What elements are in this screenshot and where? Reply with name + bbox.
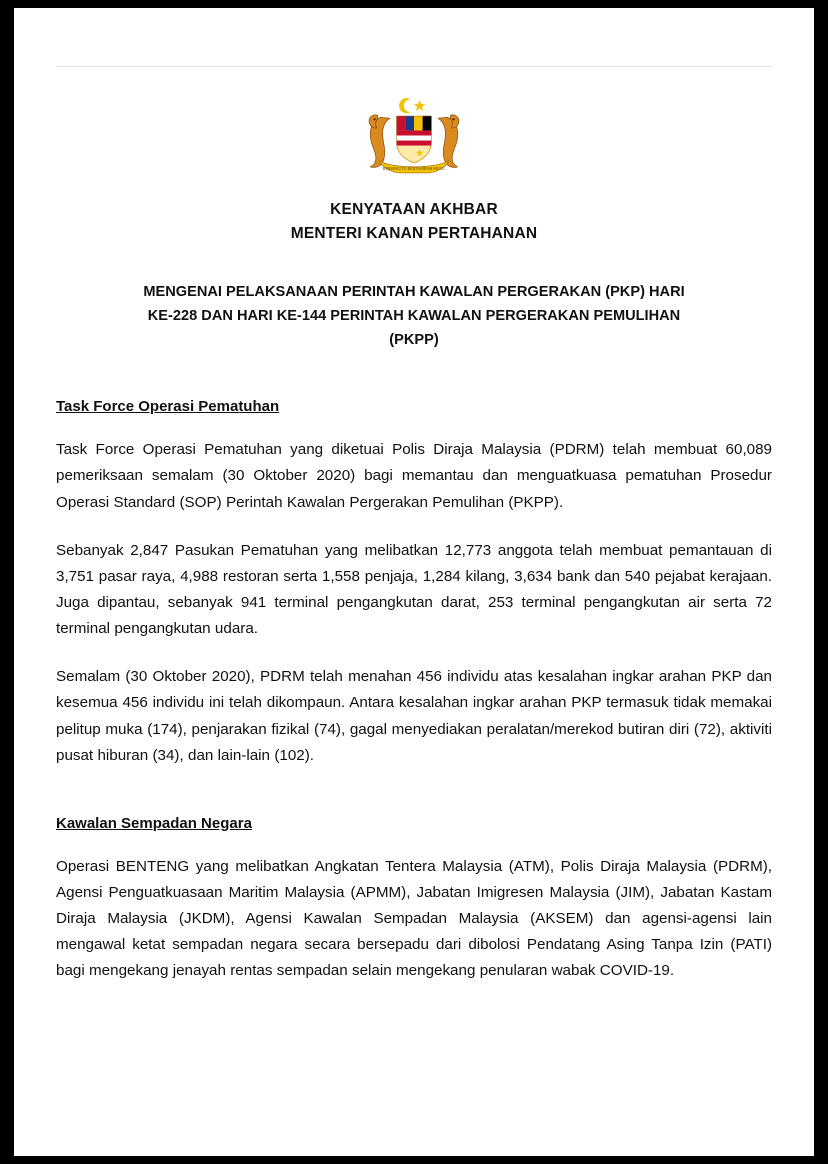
- svg-text:BERSEKUTU BERTAMBAH MUTU: BERSEKUTU BERTAMBAH MUTU: [382, 165, 446, 171]
- document-subject: [56, 280, 772, 352]
- document-content: [56, 66, 772, 985]
- section-task-force: [56, 398, 772, 769]
- subject-line-1: MENGENAI PELAKSANAAN PERINTAH KAWALAN PERGERAKAN (PKP) HARI: [143, 284, 685, 301]
- section-border-control: [56, 815, 772, 985]
- subject-line-3: (PKPP): [389, 332, 439, 349]
- subject-line-2: KE-228 DAN HARI KE-144 PERINTAH KAWALAN PERGERAKAN PEMULIHAN: [147, 308, 681, 325]
- header-line-1: KENYATAAN AKHBAR: [330, 201, 498, 218]
- paragraph: Operasi BENTENG yang melibatkan Angkatan Tentera Malaysia (ATM), Polis Diraja Malaysia (PDRM), Agensi Penguatkuasaan Maritim Malaysia (APMM), Jabatan Imigresen Malaysia (JIM), Jabatan Kastam Diraja Malaysia (JKDM), Agensi Kawalan Sempadan Malaysia (AKSEM) dan agensi-agensi lain mengawal ketat sempadan negara secara bersepadu dari dibolosi Pendatang Asing Tanpa Izin (PATI) bagi mengekang jenayah rentas sempadan selain mengekang penularan wabak COVID-19.: [56, 857, 772, 980]
- malaysia-coat-of-arms-icon: [348, 93, 480, 179]
- paragraph: Sebanyak 2,847 Pasukan Pematuhan yang melibatkan 12,773 anggota telah membuat pemantauan di 3,751 pasar raya, 4,988 restoran serta 1,558 penjaja, 1,284 kilang, 3,634 bank dan 540 pejabat kerajaan. Juga dipantau, sebanyak 941 terminal pengangkutan darat, 253 terminal pengangkutan air serta 72 terminal pengangkutan udara.: [56, 541, 772, 638]
- document-page: [14, 8, 814, 1156]
- header-line-2: MENTERI KANAN PERTAHANAN: [290, 225, 538, 243]
- header-divider: [56, 66, 772, 67]
- section-heading: Task Force Operasi Pematuhan: [56, 398, 280, 416]
- press-statement-header: [56, 198, 772, 246]
- crest-container: [56, 93, 772, 184]
- paragraph: Semalam (30 Oktober 2020), PDRM telah menahan 456 individu atas kesalahan ingkar arahan PKP dan kesemua 456 individu ini telah dikompaun. Antara kesalahan ingkar arahan PKP termasuk tidak memakai pelitup muka (174), penjarakan fizikal (74), gagal menyediakan peralatan/merekod butiran diri (72), aktiviti pusat hiburan (34), dan lain-lain (102).: [56, 668, 772, 764]
- section-heading: Kawalan Sempadan Negara: [56, 814, 252, 832]
- paragraph: Task Force Operasi Pematuhan yang diketuai Polis Diraja Malaysia (PDRM) telah membuat 60,089 pemeriksaan semalam (30 Oktober 2020) bagi memantau dan menguatkuasa pematuhan Prosedur Operasi Standard (SOP) Perintah Kawalan Pergerakan Pemulihan (PKPP).: [56, 441, 772, 511]
